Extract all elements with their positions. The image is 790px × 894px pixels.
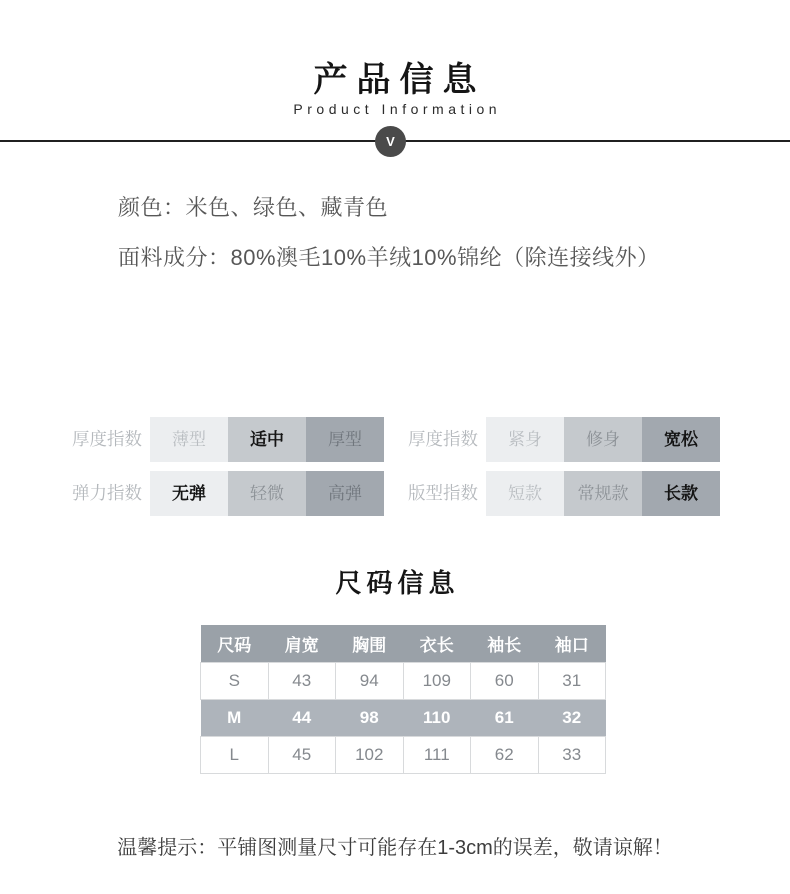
index-cell-selected: 长款 xyxy=(642,471,720,516)
size-table-row-s xyxy=(201,662,606,699)
index-cell: 轻微 xyxy=(228,471,306,516)
index-cell-selected: 宽松 xyxy=(642,417,720,462)
size-table-header: 袖长 xyxy=(471,625,539,662)
elasticity-index-row xyxy=(72,471,384,516)
size-table-header: 尺码 xyxy=(201,625,269,662)
chevron-down-icon: V xyxy=(375,126,406,157)
index-table-right xyxy=(408,417,720,525)
index-label: 版型指数 xyxy=(408,483,478,503)
index-cell: 高弹 xyxy=(306,471,384,516)
fit-index-row xyxy=(408,417,720,462)
size-cell: 45 xyxy=(268,736,336,773)
index-label: 弹力指数 xyxy=(72,483,142,503)
page-title: 产品信息 xyxy=(313,61,486,99)
index-cell-selected: 适中 xyxy=(228,417,306,462)
size-cell: 61 xyxy=(471,699,539,736)
size-cell: 44 xyxy=(268,699,336,736)
size-cell: 110 xyxy=(403,699,471,736)
size-table-row-m xyxy=(201,699,606,736)
size-cell: L xyxy=(201,736,269,773)
measurement-disclaimer: 温馨提示：平铺图测量尺寸可能存在1-3cm的误差，敬请谅解！ xyxy=(117,837,673,859)
size-cell: 32 xyxy=(538,699,606,736)
size-cell: S xyxy=(201,662,269,699)
size-cell: 60 xyxy=(471,662,539,699)
index-label: 厚度指数 xyxy=(408,429,478,449)
size-cell: 33 xyxy=(538,736,606,773)
color-spec-line: 颜色：米色、绿色、藏青色 xyxy=(118,195,389,220)
fabric-spec-line: 面料成分：80%澳毛10%羊绒10%锦纶（除连接线外） xyxy=(118,245,660,270)
index-cell: 薄型 xyxy=(150,417,228,462)
size-cell: 111 xyxy=(403,736,471,773)
size-cell: 102 xyxy=(336,736,404,773)
size-cell: 43 xyxy=(268,662,336,699)
size-info-title: 尺码信息 xyxy=(335,568,460,598)
size-table-header: 袖口 xyxy=(538,625,606,662)
length-index-row xyxy=(408,471,720,516)
size-table-header-row xyxy=(201,625,606,662)
index-cell: 常规款 xyxy=(564,471,642,516)
index-cell-selected: 无弹 xyxy=(150,471,228,516)
size-cell: 31 xyxy=(538,662,606,699)
index-cell: 紧身 xyxy=(486,417,564,462)
index-cell: 厚型 xyxy=(306,417,384,462)
size-table-row-l xyxy=(201,736,606,773)
index-label: 厚度指数 xyxy=(72,429,142,449)
index-table-left xyxy=(72,417,384,525)
size-cell: 98 xyxy=(336,699,404,736)
size-cell: 94 xyxy=(336,662,404,699)
index-cell: 修身 xyxy=(564,417,642,462)
size-table-header: 胸围 xyxy=(336,625,404,662)
index-cell: 短款 xyxy=(486,471,564,516)
size-cell: 109 xyxy=(403,662,471,699)
size-table xyxy=(200,625,606,774)
size-table-header: 肩宽 xyxy=(268,625,336,662)
size-cell: 62 xyxy=(471,736,539,773)
page-subtitle: Product Information xyxy=(293,101,502,117)
size-table-header: 衣长 xyxy=(403,625,471,662)
thickness-index-row xyxy=(72,417,384,462)
size-cell: M xyxy=(201,699,269,736)
